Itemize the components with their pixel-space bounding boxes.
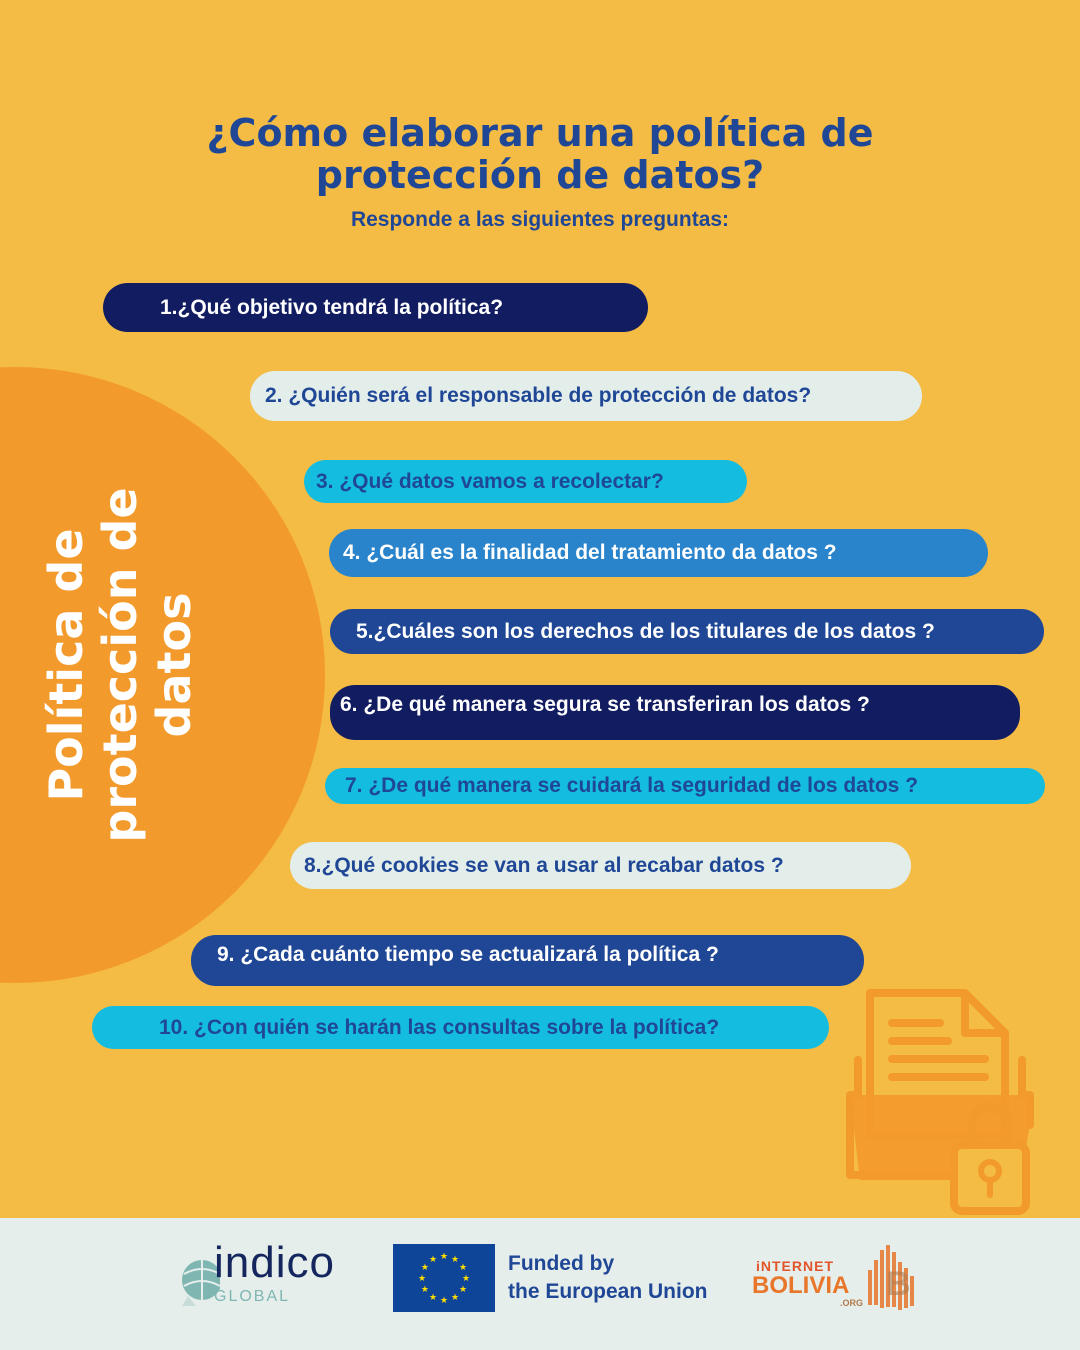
question-1: 1.¿Qué objetivo tendrá la política? bbox=[103, 283, 648, 332]
eu-star-icon: ★ bbox=[459, 1263, 468, 1273]
eu-star-icon: ★ bbox=[439, 1296, 449, 1306]
page-title bbox=[0, 112, 1080, 196]
eu-flag-icon bbox=[393, 1244, 495, 1312]
eu-line-1: Funded by bbox=[508, 1252, 615, 1275]
eu-star-icon: ★ bbox=[428, 1254, 438, 1265]
document-folder-lock-icon bbox=[840, 985, 1040, 1220]
question-5: 5.¿Cuáles son los derechos de los titulares de los datos ? bbox=[330, 609, 1044, 654]
bolivia-map-icon bbox=[864, 1240, 924, 1315]
question-3: 3. ¿Qué datos vamos a recolectar? bbox=[304, 460, 747, 503]
eu-star-icon: ★ bbox=[420, 1263, 429, 1273]
eu-star-icon: ★ bbox=[439, 1252, 449, 1262]
ib-top-text: iNTERNET bbox=[756, 1258, 834, 1274]
indico-subtitle: GLOBAL bbox=[214, 1288, 291, 1305]
svg-text:B: B bbox=[886, 1265, 911, 1303]
page-subtitle: Responde a las siguientes preguntas: bbox=[350, 208, 730, 231]
internet-bolivia-logo bbox=[752, 1240, 927, 1315]
ib-org-text: .ORG bbox=[840, 1298, 864, 1308]
side-label-line-2: protección de bbox=[93, 487, 147, 843]
question-7: 7. ¿De qué manera se cuidará la seguridad de los datos ? bbox=[325, 768, 1045, 804]
side-label-line-3: datos bbox=[147, 592, 201, 738]
ib-main-text: BOLIVIA bbox=[752, 1272, 850, 1299]
eu-line-2: the European Union bbox=[508, 1280, 708, 1303]
eu-star-icon: ★ bbox=[420, 1285, 429, 1295]
question-10: 10. ¿Con quién se harán las consultas sobre la política? bbox=[92, 1006, 829, 1049]
question-4: 4. ¿Cuál es la finalidad del tratamiento da datos ? bbox=[329, 529, 988, 577]
question-9: 9. ¿Cada cuánto tiempo se actualizará la política ? bbox=[191, 935, 864, 986]
question-2: 2. ¿Quién será el responsable de protección de datos? bbox=[250, 371, 922, 421]
question-6: 6. ¿De qué manera segura se transferiran los datos ? bbox=[330, 685, 1020, 740]
eu-star-icon: ★ bbox=[417, 1274, 427, 1284]
eu-funding-text bbox=[508, 1250, 708, 1306]
indico-global-logo bbox=[178, 1238, 378, 1318]
eu-star-icon: ★ bbox=[461, 1274, 471, 1284]
side-label-line-1: Política de bbox=[39, 528, 93, 802]
eu-star-icon: ★ bbox=[428, 1293, 438, 1304]
eu-star-icon: ★ bbox=[450, 1254, 460, 1265]
title-line-1: ¿Cómo elaborar una política de bbox=[206, 111, 874, 155]
title-line-2: protección de datos? bbox=[315, 153, 765, 197]
eu-star-icon: ★ bbox=[450, 1293, 460, 1304]
question-8: 8.¿Qué cookies se van a usar al recabar datos ? bbox=[290, 842, 911, 889]
side-label bbox=[39, 455, 201, 875]
indico-wordmark: indico bbox=[214, 1238, 335, 1287]
eu-star-icon: ★ bbox=[459, 1285, 468, 1295]
